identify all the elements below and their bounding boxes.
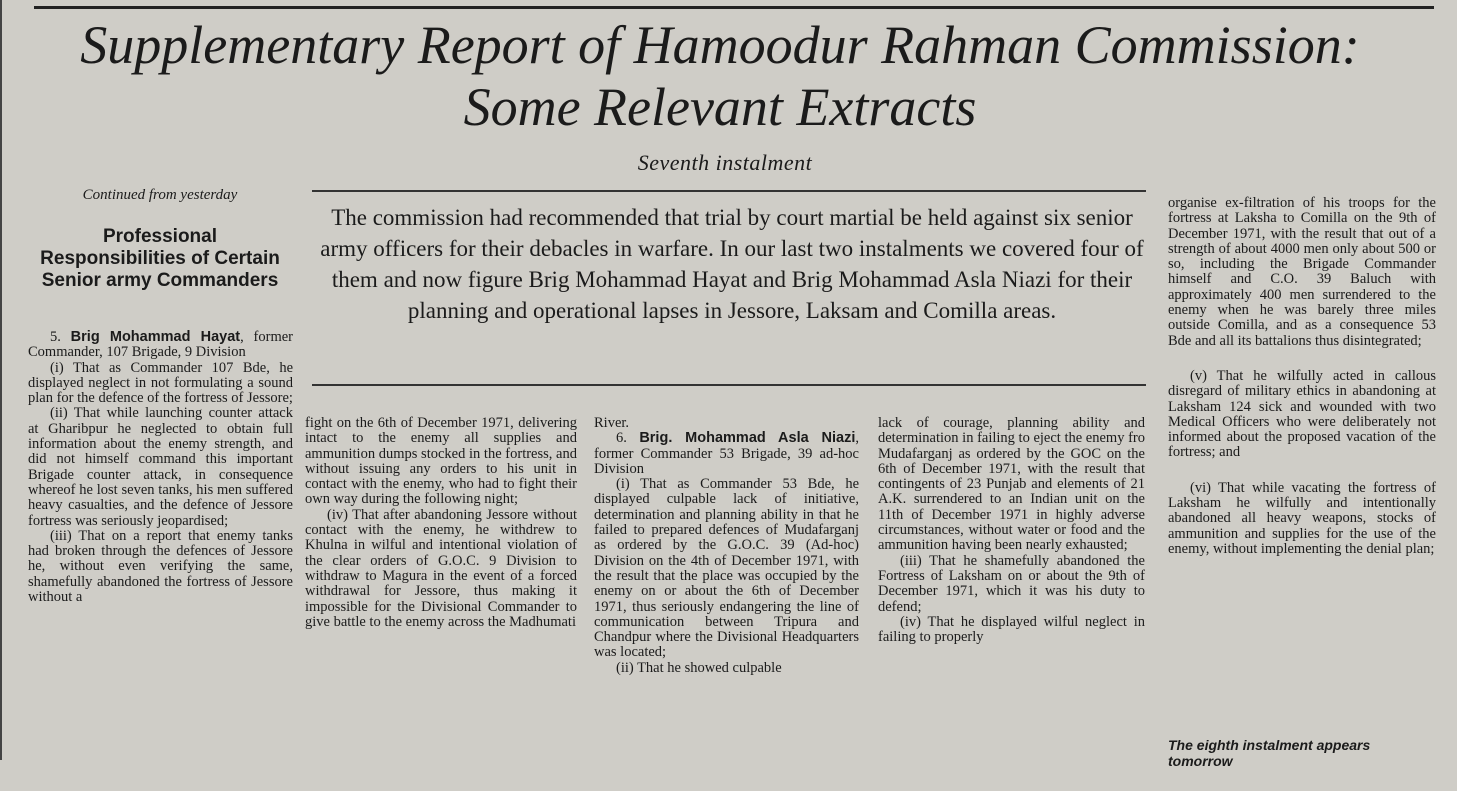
text-column-2 (305, 416, 577, 630)
section-heading: Professional Responsibilities of Certain Senior army Commanders (40, 226, 280, 291)
paragraph: (v) That he wilfully acted in callous disregard of military ethics in abandoning at Laksham 124 sick and wounded with two Medical Officers who were deliberately not informed about the proposed vacation of the fortress; and (1168, 367, 1436, 461)
continued-note: Continued from yesterday (82, 187, 238, 203)
paragraph: (iv) That he displayed wilful neglect in failing to properly (878, 613, 1145, 646)
paragraph: (i) That as Commander 107 Bde, he displayed neglect in not formulating a sound plan for the defence of the fortress of Jessore; (28, 359, 293, 407)
text-column-5 (1168, 196, 1436, 557)
paragraph: (ii) That while launching counter attack at Gharibpur he neglected to obtain full information about the enemy strength, and did not himself command this important Brigade counter attack, in consequence whereof he lost seven tanks, his men suffered heavy casualties, and the defence of Jessore fortress was seriously jeopardised; (28, 405, 293, 529)
paragraph: River. (594, 415, 630, 431)
paragraph: (iii) That on a report that enemy tanks had broken through the defences of Jessore he, without even verifying the same, shamefully abandoned the fortress of Jessore without a (28, 527, 293, 606)
paragraph: (vi) That while vacating the fortress of Laksham he wilfully and intentionally abandoned all heavy weapons, stocks of ammunition and supplies for the use of the enemy, without implementing the denial plan; (1168, 479, 1436, 557)
paragraph: lack of courage, planning ability and determination in failing to eject the enemy fro Mudafarganj as ordered by the GOC on the 6th of December 1971, with the result that contingents of 23 Punjab and elements of 21 A.K. surrendered to an Indian unit on the 11th of December 1971 in highly adverse circumstances, without water or food and the ammunition having been nearly exhausted; (878, 415, 1145, 554)
headline: Supplementary Report of Hamoodur Rahman Commission: Some Relevant Extracts (80, 15, 1360, 137)
item-6-name: Brig. Mohammad Asla Niazi (639, 430, 856, 447)
standfirst-blurb: The commission had recommended that trial by court martial be held against six senior army officers for their debacles in warfare. In our last two instalments we covered four of them and now figure Brig Mohammad Hayat and Brig Mohammad Asla Niazi for their planning and operational lapses in Jessore, Laksam and Comilla areas. (320, 205, 1144, 323)
paragraph: organise ex-filtration of his troops for the fortress at Laksha to Comilla on the 9th of December 1971, with the result that out of a strength of about 4000 men only about 500 or so, including the Brigade Commander himself and C.O. 39 Baluch with approximately 400 men surrendered to the enemy when he was barely three miles outside Comilla, and as a consequence 53 Bde and all its battalions thus disintegrated; (1168, 195, 1436, 349)
paragraph: fight on the 6th of December 1971, delivering intact to the enemy all supplies and ammunition dumps stocked in the fortress, and without issuing any orders to his unit in contact with the enemy, who had to fight their own way during the following night; (305, 415, 577, 508)
subtitle: Seventh instalment (637, 150, 813, 175)
next-instalment-note: The eighth instalment appears tomorrow (1168, 737, 1371, 769)
spacer (1168, 461, 1436, 481)
text-column-3 (594, 416, 859, 676)
text-column-4 (878, 416, 1145, 645)
item-6-heading: 6. Brig. Mohammad Asla Niazi, former Commander 53 Brigade, 39 ad-hoc Division (594, 430, 859, 477)
text-column-1 (28, 330, 293, 605)
top-rule (34, 6, 1434, 9)
item-5-heading: 5. Brig Mohammad Hayat, former Commander, 107 Brigade, 9 Division (28, 329, 293, 361)
blurb-bottom-rule (312, 384, 1146, 386)
paragraph: (i) That as Commander 53 Bde, he displayed culpable lack of initiative, determination and planning ability in that he failed to prepared defences of Mudafarganj as ordered by the G.O.C. 39 (Ad-hoc) Division on the 4th of December 1971, with the result that the place was occupied by the enemy on or about the 6th of December 1971, thus seriously endangering the line of communication between Tripura and Chandpur where the Divisional Headquarters was located; (594, 476, 859, 661)
paragraph: (iii) That he shamefully abandoned the Fortress of Laksham on or about the 9th of December 1971, which it was his duty to defend; (878, 552, 1145, 615)
item-5-name: Brig Mohammad Hayat (70, 329, 241, 345)
page-edge-line (0, 0, 2, 760)
paragraph: (ii) That he showed culpable (616, 659, 782, 676)
spacer (1168, 349, 1436, 369)
paragraph: (iv) That after abandoning Jessore without contact with the enemy, he withdrew to Khulna in wilful and intentional violation of the clear orders of G.O.C. 9 Division to withdraw to Magura in the event of a forced withdrawal for Jessore, thus making it impossible for the Divisional Commander to give battle to the enemy across the Madhumati (305, 506, 577, 630)
blurb-top-rule (312, 190, 1146, 192)
